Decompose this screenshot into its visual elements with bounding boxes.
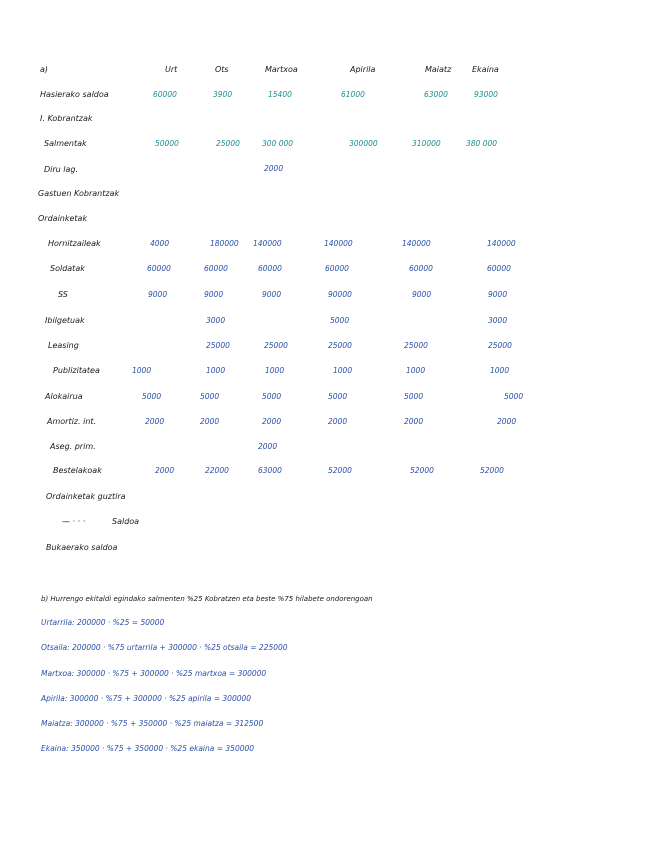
hasierako-saldoa-value: 93000 xyxy=(474,90,498,99)
salmentak-value: 380 000 xyxy=(466,139,498,148)
expense-value: 2000 xyxy=(328,417,348,426)
expense-value: 25000 xyxy=(264,341,288,350)
expense-label-alokairua: Alokairua xyxy=(45,392,83,401)
expense-value: 60000 xyxy=(147,264,171,273)
month-header-ots: Ots xyxy=(215,65,229,74)
expense-label-publizitatea: Publizitatea xyxy=(53,366,100,375)
expense-label-hornitzaileak: Hornitzaileak xyxy=(48,239,101,248)
expense-value: 60000 xyxy=(325,264,349,273)
month-header-apirila: Apirila xyxy=(350,65,376,74)
expense-value: 9000 xyxy=(262,290,282,299)
expense-label-soldatak: Soldatak xyxy=(50,264,85,273)
section-b-line-otsaila: Otsaila: 200000 · %75 urtarrila + 300000 · %25 otsaila = 225000 xyxy=(41,643,288,652)
hasierako-saldoa-value: 63000 xyxy=(424,90,448,99)
expense-value: 9000 xyxy=(412,290,432,299)
expense-label-aseg-prim: Aseg. prim. xyxy=(50,442,96,451)
month-header-martxoa: Martxoa xyxy=(265,65,298,74)
expense-value: 1000 xyxy=(406,366,426,375)
expense-value: 3000 xyxy=(488,316,508,325)
expense-label-ibilgetuak: Ibilgetuak xyxy=(45,316,85,325)
expense-value: 1000 xyxy=(265,366,285,375)
expense-value: 2000 xyxy=(145,417,165,426)
hasierako-saldoa-label: Hasierako saldoa xyxy=(40,90,109,99)
expense-value: 140000 xyxy=(487,239,516,248)
section-b-line-ekaina: Ekaina: 350000 · %75 + 350000 · %25 ekaina = 350000 xyxy=(41,744,255,753)
section-a-label: a) xyxy=(40,65,49,74)
diru-lag-label: Diru lag. xyxy=(44,165,79,174)
expense-label-ss: SS xyxy=(58,290,68,299)
expense-value: 2000 xyxy=(262,417,282,426)
expense-value: 180000 xyxy=(210,239,239,248)
expense-value: 5000 xyxy=(142,392,162,401)
expense-value: 25000 xyxy=(404,341,428,350)
diru-lag-value: 2000 xyxy=(264,164,284,173)
expense-label-amortiz: Amortiz. int. xyxy=(47,417,97,426)
expense-value: 5000 xyxy=(200,392,220,401)
expense-value: 25000 xyxy=(488,341,512,350)
salmentak-value: 300 000 xyxy=(262,139,294,148)
salmentak-value: 25000 xyxy=(216,139,240,148)
expense-label-leasing: Leasing xyxy=(48,341,79,350)
section-b-line-apirila: Apirila: 300000 · %75 + 300000 · %25 apirila = 300000 xyxy=(41,694,252,703)
ordainketak-guztira-label: Ordainketak guztira xyxy=(46,492,126,501)
expense-value: 9000 xyxy=(488,290,508,299)
expense-value: 5000 xyxy=(262,392,282,401)
expense-value: 2000 xyxy=(404,417,424,426)
expense-value: 22000 xyxy=(205,466,229,475)
expense-value: 25000 xyxy=(328,341,352,350)
hasierako-saldoa-value: 15400 xyxy=(268,90,292,99)
salmentak-value: 310000 xyxy=(412,139,441,148)
expense-value: 4000 xyxy=(150,239,170,248)
expense-value: 1000 xyxy=(490,366,510,375)
expense-value: 9000 xyxy=(204,290,224,299)
expense-value: 140000 xyxy=(253,239,282,248)
expense-value: 140000 xyxy=(324,239,353,248)
expense-value: 52000 xyxy=(328,466,352,475)
gastuak-title: Gastuen Kobrantzak xyxy=(38,189,120,198)
expense-value: 9000 xyxy=(148,290,168,299)
hasierako-saldoa-value: 3900 xyxy=(213,90,233,99)
expense-value: 2000 xyxy=(497,417,517,426)
hasierako-saldoa-value: 61000 xyxy=(341,90,365,99)
expense-value: 2000 xyxy=(200,417,220,426)
section-b-line-urtarrila: Urtarrila: 200000 · %25 = 50000 xyxy=(41,618,165,627)
section-b-title: b) Hurrengo ekitaldi egindako salmenten %25 Kobratzen eta beste %75 hilabete ondorengoan xyxy=(41,595,373,603)
expense-value: 25000 xyxy=(206,341,230,350)
ordainketak-title: Ordainketak xyxy=(38,214,88,223)
expense-value: 63000 xyxy=(258,466,282,475)
section-b-line-martxoa: Martxoa: 300000 · %75 + 300000 · %25 martxoa = 300000 xyxy=(41,669,267,678)
month-header-ekaina: Ekaina xyxy=(472,65,499,74)
bukaerako-saldoa-label: Bukaerako saldoa xyxy=(46,543,118,552)
expense-value: 5000 xyxy=(404,392,424,401)
expense-value: 2000 xyxy=(155,466,175,475)
expense-value: 60000 xyxy=(487,264,511,273)
expense-value: 1000 xyxy=(206,366,226,375)
expense-value: 60000 xyxy=(258,264,282,273)
expense-value: 140000 xyxy=(402,239,431,248)
expense-value: 2000 xyxy=(258,442,278,451)
expense-value: 5000 xyxy=(504,392,524,401)
expense-value: 52000 xyxy=(410,466,434,475)
saldoa-dashes: — · · · xyxy=(62,517,86,526)
section-b-line-maiatza: Maiatza: 300000 · %75 + 350000 · %25 maiatza = 312500 xyxy=(41,719,264,728)
saldoa-label: Saldoa xyxy=(112,517,140,526)
hasierako-saldoa-value: 60000 xyxy=(153,90,177,99)
expense-value: 1000 xyxy=(333,366,353,375)
expense-value: 60000 xyxy=(409,264,433,273)
salmentak-value: 300000 xyxy=(349,139,378,148)
salmentak-value: 50000 xyxy=(155,139,179,148)
expense-label-bestelakoak: Bestelakoak xyxy=(53,466,102,475)
expense-value: 52000 xyxy=(480,466,504,475)
month-header-urt: Urt xyxy=(165,65,178,74)
expense-value: 1000 xyxy=(132,366,152,375)
expense-value: 5000 xyxy=(330,316,350,325)
expense-value: 60000 xyxy=(204,264,228,273)
salmentak-label: Salmentak xyxy=(44,139,87,148)
kobrantzak-title: I. Kobrantzak xyxy=(40,114,93,123)
expense-value: 5000 xyxy=(328,392,348,401)
expense-value: 90000 xyxy=(328,290,352,299)
expense-value: 3000 xyxy=(206,316,226,325)
month-header-maiatz: Maiatz xyxy=(425,65,452,74)
